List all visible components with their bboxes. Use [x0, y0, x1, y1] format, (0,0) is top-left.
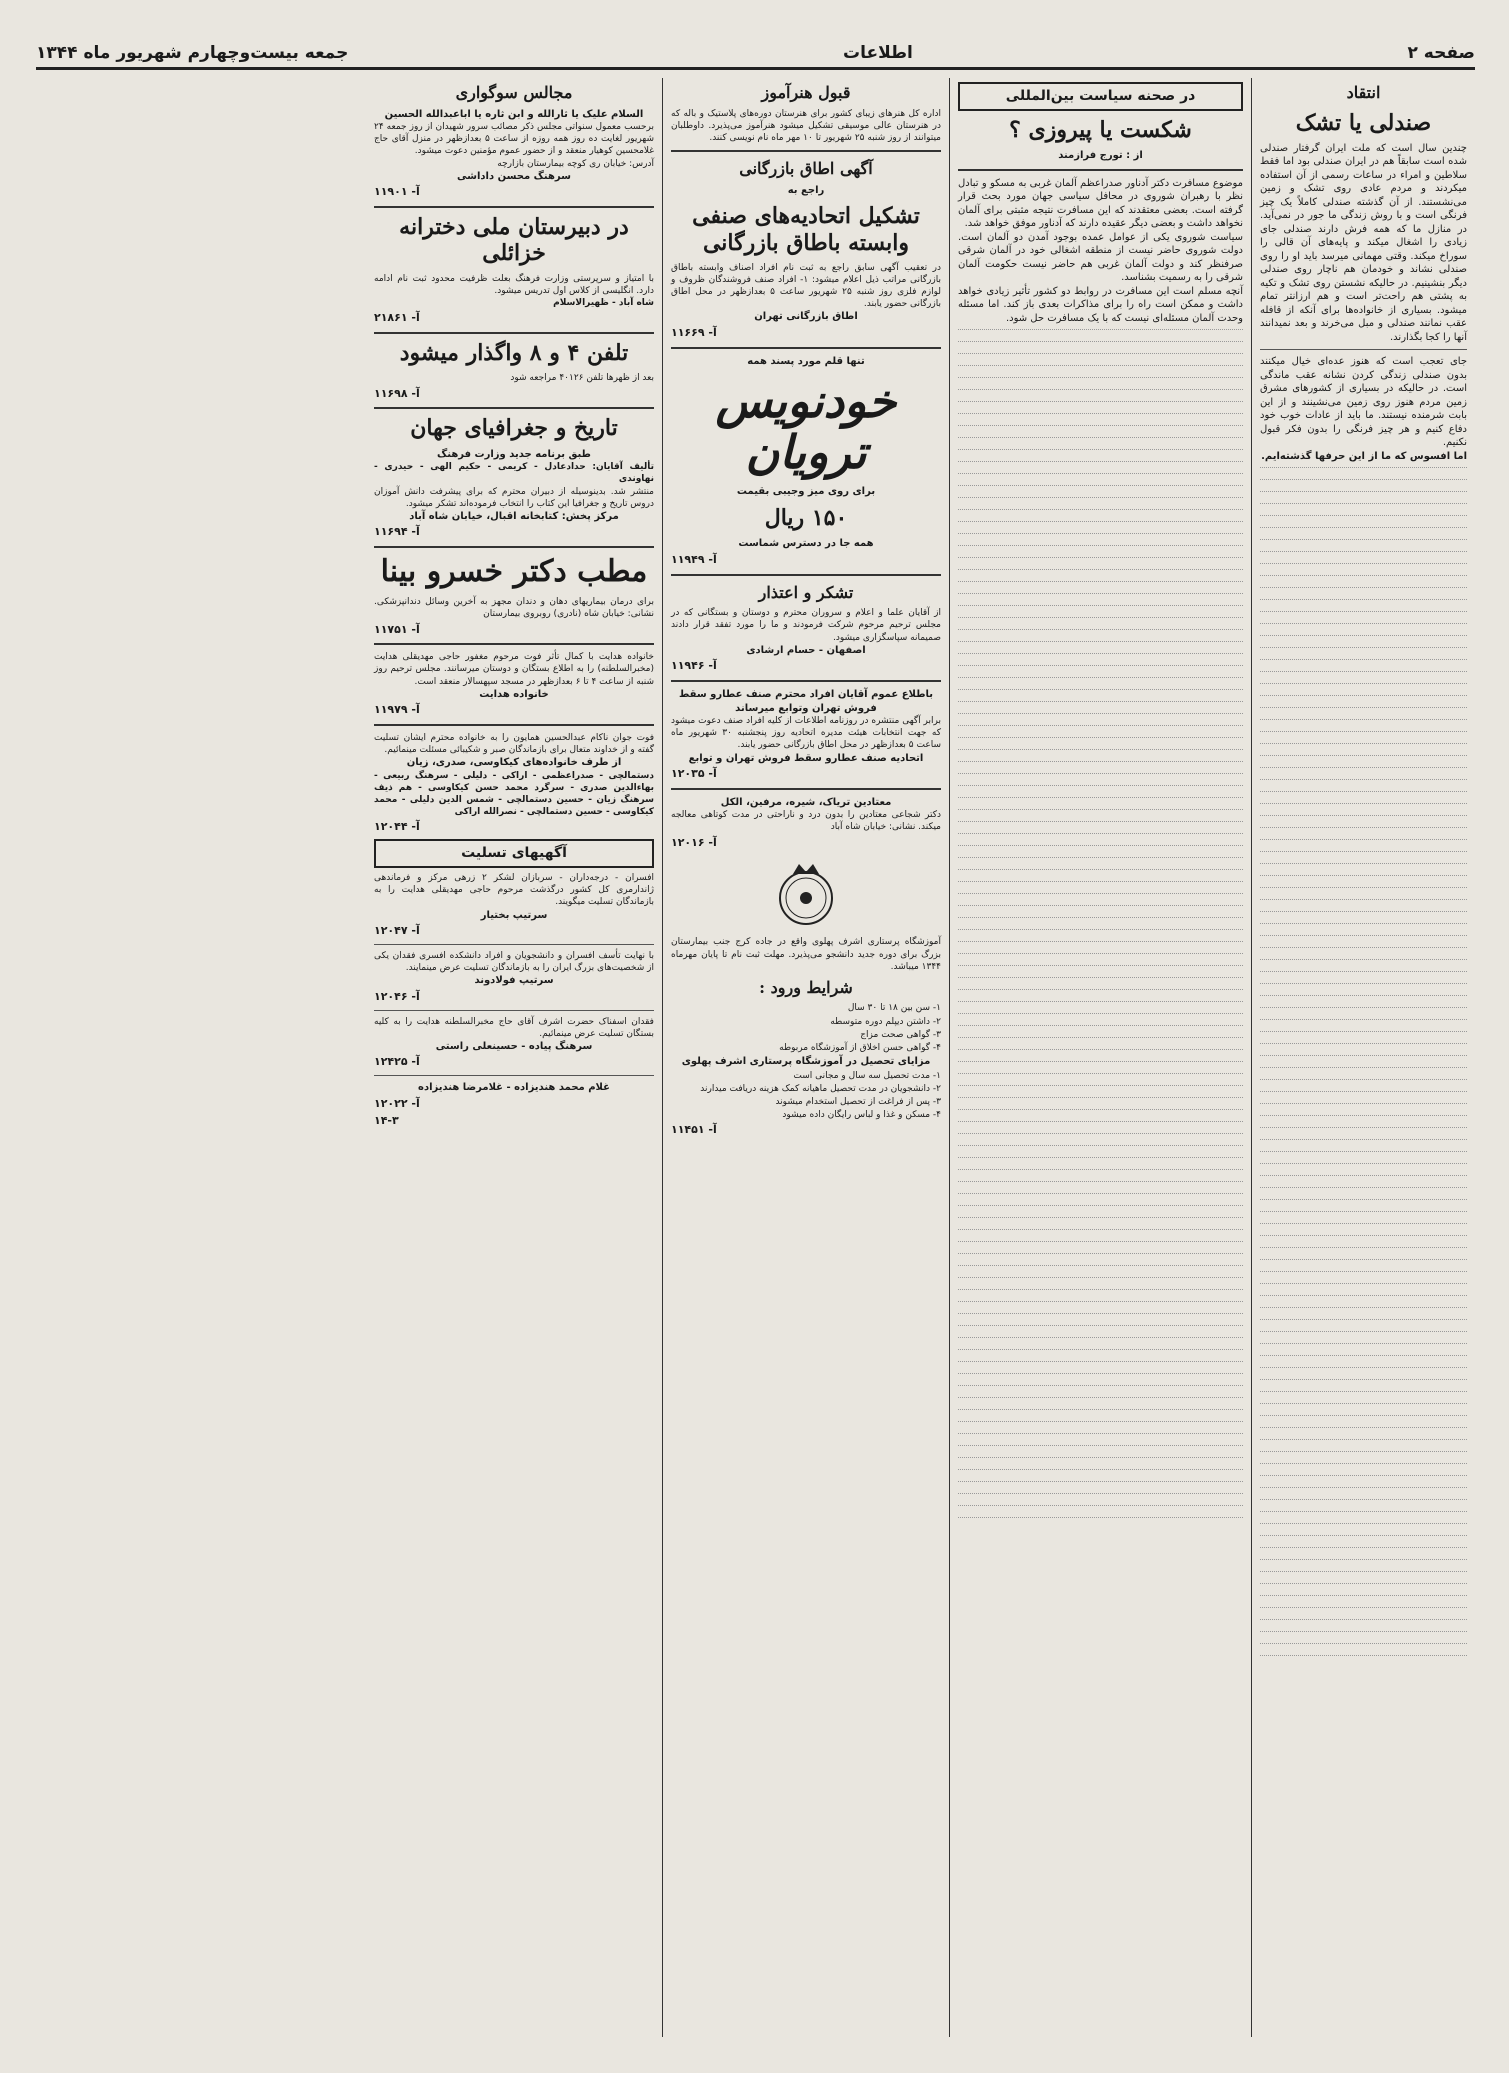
book-ad-title: تاریخ و جغرافیای جهان — [410, 415, 618, 442]
text-continuation — [1260, 467, 1467, 1663]
ad-code: آ- ۱۲۰۳۵ — [671, 767, 717, 780]
guild-body: برابر آگهی منتشره در روزنامه اطلاعات از کلیه افراد صنف دعوت میشود که جهت انتخابات هیئت مدیره اتحادیه روز پنجشنبه ۳۰ شهریور ماه ساعت ۵ بعدازظهر در محل اطاق بازرگانی حضور یابند. — [671, 716, 941, 751]
ad-code: آ- ۱۲۰۱۶ — [671, 835, 717, 849]
pen-ad-tail: همه جا در دسترس شماست — [738, 538, 874, 550]
masthead — [36, 42, 1475, 70]
divider — [374, 724, 654, 726]
names-body: دستمالچی - صدراعظمی - اراکی - دلیلی - سرهنگ ربیعی - بهاءالدین صدری - سرگرد محمد حسن کیکاوسی - هم ذیف سرهنگ زیان - حسین دستمالچی - شمس الدین دلیلی - محمد کیکاوسی - حسین دستمالچی - نصرالله اراکی — [374, 770, 654, 818]
school-ad-body: با امتیاز و سرپرستی وزارت فرهنگ بعلت ظرفیت محدود ثبت نام ادامه دارد. انگلیسی از کلاس اول تدریس میشود. — [374, 273, 654, 296]
mourn-quote: السلام علیک یا ثارالله و ابن ثاره یا اباعبدالله الحسین — [384, 108, 644, 120]
list-item: ۳- گواهی صحت مزاج — [860, 1029, 941, 1040]
divider — [374, 407, 654, 409]
ad-code: آ- ۱۱۹۴۶ — [671, 659, 717, 673]
divider — [671, 150, 941, 152]
divider — [374, 332, 654, 334]
mourn-address: آدرس: خیابان ری کوچه بیمارستان بازارچه — [497, 158, 654, 169]
clinic-ad-title: مطب دکتر خسرو بینا — [380, 554, 648, 590]
text-continuation — [958, 329, 1243, 1525]
column-critique — [1251, 78, 1475, 2037]
pen-ad-sub: برای روی میز وجیبی بقیمت — [736, 486, 876, 498]
last-notice-body: فقدان اسفناک حضرت اشرف آقای حاج مخبرالسلطنه هدایت را به کلیه بستگان تسلیت عرض مینمائیم. — [374, 1016, 654, 1039]
divider — [374, 944, 654, 945]
pen-ad-top: تنها قلم مورد پسند همه — [747, 355, 865, 367]
divider — [374, 206, 654, 208]
ad-title-chamber: آگهی اطاق بازرگانی — [739, 159, 873, 179]
article-body-2: جای تعجب است که هنوز عده‌ای خیال میکنند بدون صندلی زندگی کردن نشانه عقب ماندگی است. در حالیکه در بسیاری از کشورهای مشرق زمین مردم هنوز روی زمین می‌نشینند و از این بابت شرمنده نیستند. ما باید از عادات خوب خود دفاع کنیم و هر چیز فرنگی را بدون فکر قبول نکنیم. — [1260, 356, 1467, 449]
divider — [374, 1075, 654, 1076]
pen-ad-price: ۱۵۰ ریال — [764, 504, 848, 531]
crown-emblem-icon — [771, 858, 841, 928]
youth-notice-body: فوت جوان ناکام عبدالحسین همایون را به خانواده محترم ایشان تسلیت گفته و از خداوند متعال برای بازماندگان صبر و شکیبائی مسئلت مینمائیم. — [374, 733, 654, 756]
mourn-title: مجالس سوگواری — [455, 83, 573, 102]
column-ads-center — [662, 78, 949, 2037]
cure-title: معتادین تریاک، شیره، مرفین، الکل — [720, 796, 892, 808]
book-ad-body: منتشر شد. بدینوسیله از دبیران محترم که برای پیشرفت دانش آموزان دروس تاریخ و جغرافیا این کتاب را انتخاب فرموده‌اند تشکر میشود. — [374, 486, 654, 509]
thanks-body: از آقایان علما و اعلام و سروران محترم و دوستان و بستگانی که در مجلس ترحیم مرحوم شرکت فرمودند و ما را مورد تفقد قرار دادند صمیمانه سپاسگزاری میشود. — [671, 608, 941, 643]
guild-sign: اتحادیه صنف عطارو سقط فروش تهران و توابع — [688, 752, 924, 764]
family-notice-sign: خانواده هدایت — [479, 688, 549, 700]
section-label: انتقاد — [1346, 83, 1381, 102]
family-notice-body: خانواده هدایت با کمال تأثر فوت مرحوم مغفور حاجی مهدیقلی هدایت (مخبرالسلطنه) را به اطلاع بستگان و دوستان میرسانند. مجلس ترحیم روز شنبه از ساعت ۴ تا ۶ بعدازظهر در مسجد سپهسالار منعقد است. — [374, 652, 654, 687]
officers-sign: سرتیپ فولادوند — [474, 975, 554, 987]
page-code: ۱۴-۳ — [374, 1113, 399, 1127]
divider — [1260, 349, 1467, 350]
ad-code: آ- ۱۲۰۲۲ — [374, 1096, 420, 1110]
divider — [374, 1010, 654, 1011]
ad-title-art: قبول هنرآموز — [761, 83, 851, 102]
school-ad-title: در دبیرستان ملی دخترانه خزائلی — [399, 214, 629, 267]
ad-code: آ- ۱۱۴۵۱ — [671, 1123, 717, 1137]
article-title: شکست یا پیروزی ؟ — [1009, 116, 1192, 143]
article-signoff: اما افسوس که ما از این حرفها گذشته‌ایم. — [1261, 450, 1467, 462]
cure-body: دکتر شجاعی معتادین را بدون درد و ناراحتی در مدت کوتاهی معالجه میکند. نشانی: خیابان شاه آباد — [671, 810, 941, 833]
article-byline: از : تورج فرازمند — [1058, 150, 1143, 162]
ad-code: آ- ۱۲۰۴۶ — [374, 989, 420, 1003]
school-conditions — [671, 1002, 941, 1054]
divider — [958, 169, 1243, 171]
names-title: از طرف خانواده‌های کیکاوسی، صدری، زیان — [406, 757, 622, 769]
list-item: ۳- پس از فراغت از تحصیل استخدام میشوند — [775, 1096, 941, 1107]
condolence-title: آگهیهای تسلیت — [374, 839, 654, 868]
divider — [374, 546, 654, 548]
list-item: ۲- دانشجویان در مدت تحصیل ماهیانه کمک هزینه دریافت میدارند — [700, 1083, 941, 1094]
ad-code: آ- ۱۱۶۹۸ — [374, 386, 420, 400]
mourn-sign: سرهنگ محسن داداشی — [457, 170, 571, 182]
pen-ad-logo: خودنویس ترویان — [715, 374, 897, 479]
school-benefits — [671, 1070, 941, 1122]
phone-ad-body: بعد از ظهرها تلفن ۴۰۱۲۶ مراجعه شود — [510, 373, 654, 384]
ad-code: آ- ۱۱۹۰۱ — [374, 185, 420, 199]
ad-body-art: اداره کل هنرهای زیبای کشور برای هنرستان دوره‌های پلاستیک و باله که در هنرستان عالی موسیقی تشکیل میشود هنرآموز می‌پذیرد. داوطلبان میتوانند از روز شنبه ۲۵ شهریور تا ۱۰ مهر ماه نام نویسی کنند. — [671, 108, 941, 143]
article-body: چندین سال است که ملت ایران گرفتار صندلی شده است سابقاً هم در ایران صندلی بود اما فقط سلاطین و امراء در ساعات رسمی از آن استفاده میکردند و مردم عادی روی تشک و زمین می‌نشستند. از آن گذشته صندلی کاملاً یک چیز فرنگی است و با روش زندگی ما جور در نمی‌آید. در منازل ما که همه فرش دارند صندلی جای زیادی را اشغال میکند و پایه‌های آن قالی را سوراخ میکند. وقتی مهمانی میرسد باید او را روی صندلی نشاند و خودمان هم ناچار روی صندلی دیگر بنشینیم. در حالیکه نشستن روی تشک و تکیه به پشتی هم راحت‌تر است و هم ارزانتر تمام میشود. بسیاری از خانواده‌ها برای آنکه از قافله عقب نمانند صندلی و مبل می‌خرند و بعد نمیدانند آنها را کجا بگذارند. — [1260, 142, 1467, 343]
column-politics — [949, 78, 1251, 2037]
article-body: موضوع مسافرت دکتر آدناور صدراعظم آلمان غربی به مسکو و تبادل نظر با رهبران شوروی در محافل سیاسی جهان مورد بحث قرار گرفته است. بعضی معتقدند که این مسافرت نتیجه مثبتی برای آلمان نخواهد داشت و بعضی دیگر عقیده دارند که آدناور موفق خواهد شد. — [958, 177, 1243, 230]
ad-head-chamber: تشکیل اتحادیه‌های صنفی وابسته باطاق بازرگانی — [692, 203, 920, 256]
divider — [671, 574, 941, 576]
ad-code: آ- ۱۱۹۷۹ — [374, 703, 420, 717]
divider — [374, 643, 654, 645]
book-ad-sub: طبق برنامه جدید وزارت فرهنگ — [437, 448, 591, 460]
article-body-2: سیاست شوروی یکی از عوامل عمده بوجود آمدن دو آلمان است. دولت شوروی حاضر نیست از منطقه اشغالی خود در آلمان شرقی صرفنظر کند و دولت آلمان غربی هم حاضر نیست حکومت آلمان شرقی را به رسمیت بشناسد. — [958, 231, 1243, 284]
ad-code: آ- ۱۲۴۲۵ — [374, 1055, 420, 1069]
ad-body-chamber: در تعقیب آگهی سابق راجع به ثبت نام افراد اصناف وابسته باطاق بازرگانی مراتب ذیل اعلام میشود: ۱- افراد صنف فروشندگان ظروف و لوازم فلزی روز شنبه ۲۵ شهریور ساعت ۵ بعدازظهر در محل اطاق بازرگانی حضور یابند. — [671, 262, 942, 310]
ad-code: آ- ۱۲۰۴۴ — [374, 820, 420, 834]
guild-title: باطلاع عموم آقایان افراد محترم صنف عطارو سقط فروش تهران وتوابع میرساند — [678, 689, 934, 714]
school-conditions-title: شرایط ورود : — [759, 977, 853, 997]
article-kicker: در صحنه سیاست بین‌المللی — [958, 82, 1243, 111]
condolence-body: افسران - درجه‌داران - سربازان لشکر ۲ زرهی مرکز و فرماندهی ژاندارمری کل کشور درگذشت مرحوم حاجی مهدیقلی هدایت را به بازماندگان تسلیت میگویند. — [374, 873, 654, 908]
list-item: ۴- گواهی حسن اخلاق از آموزشگاه مربوطه — [779, 1042, 941, 1053]
officers-body: با نهایت تأسف افسران و دانشجویان و افراد دانشکده افسری فقدان یکی از شخصیت‌های بزرگ ایران را به بازماندگان تسلیت عرض مینمایند. — [374, 950, 654, 974]
school-ad-address: شاه آباد - ظهیرالاسلام — [553, 298, 654, 309]
final-sign: غلام محمد هندیزاده - غلامرضا هندیزاده — [418, 1082, 610, 1094]
thanks-sign: اصفهان - حسام ارشادی — [746, 644, 866, 656]
school-benefits-title: مزایای تحصیل در آموزشگاه پرستاری اشرف پهلوی — [681, 1056, 931, 1068]
article-title: صندلی یا تشک — [1295, 109, 1432, 136]
article-body-3: آنچه مسلم است این مسافرت در روابط دو کشور تأثیر زیادی خواهد داشت و ممکن است راه را برای مذاکرات بعدی باز کند. اما مسئله وحدت آلمان مسئله‌ای نیست که با یک مسافرت حل شود. — [958, 285, 1243, 324]
phone-ad-title: تلفن ۴ و ۸ واگذار میشود — [399, 340, 629, 367]
list-item: ۲- داشتن دیپلم دوره متوسطه — [830, 1016, 941, 1027]
issue-date: جمعه بیست‌وچهارم شهریور ماه ۱۳۴۴ — [36, 43, 349, 63]
column-notices — [366, 78, 662, 2037]
divider — [671, 788, 941, 790]
ad-sign-chamber: اطاق بازرگانی تهران — [754, 311, 858, 323]
mourn-body: برحسب معمول سنواتی مجلس ذکر مصائب سرور شهیدان از روز جمعه ۲۴ شهریور لغایت ده روز همه روزه از ساعت ۵ بعدازظهر در منزل آقای حاج غلامحسین کوهیار منعقد و از حضور عموم مؤمنین دعوت میشود. — [374, 122, 654, 157]
thanks-title: تشکر و اعتذار — [758, 582, 854, 602]
columns — [36, 78, 1475, 2037]
paper-name: اطلاعات — [842, 43, 913, 63]
page-number: صفحه ۲ — [1407, 43, 1475, 63]
ad-code: آ- ۱۱۶۹۴ — [374, 525, 420, 539]
ad-code: آ- ۱۱۹۴۹ — [671, 552, 717, 566]
condolence-sign: سرتیپ بختیار — [480, 909, 548, 921]
ad-code: آ- ۲۱۸۶۱ — [374, 311, 420, 325]
book-ad-dist: مرکز پخش: کتابخانه اقبال، خیابان شاه آباد — [409, 510, 619, 522]
ad-code: آ- ۱۱۶۶۹ — [671, 325, 717, 339]
book-ad-authors: تألیف آقایان: حدادعادل - کریمی - حکیم الهی - حیدری - نهاوندی — [374, 462, 654, 485]
ad-code: آ- ۱۲۰۴۷ — [374, 924, 420, 938]
divider — [671, 347, 941, 349]
ad-code: آ- ۱۱۷۵۱ — [374, 622, 420, 636]
list-item: ۱- مدت تحصیل سه سال و مجانی است — [793, 1070, 941, 1081]
divider — [671, 680, 941, 682]
last-notice-sign: سرهنگ پیاده - حسینعلی راستی — [435, 1040, 593, 1052]
list-item: ۴- مسکن و غذا و لباس رایگان داده میشود — [782, 1109, 941, 1120]
school-body: آموزشگاه پرستاری اشرف پهلوی واقع در جاده کرج جنب بیمارستان بزرگ برای دوره جدید دانشجو می‌پذیرد. مهلت ثبت نام تا پایان مهرماه ۱۳۴۴ میباشد. — [671, 937, 941, 972]
clinic-ad-body: برای درمان بیماریهای دهان و دندان مجهز به آخرین وسائل دندانپزشکی. نشانی: خیابان شاه (نادری) روبروی بیمارستان — [374, 597, 654, 620]
list-item: ۱- سن بین ۱۸ تا ۳۰ سال — [847, 1003, 941, 1014]
ad-sub-chamber: راجع به — [787, 184, 825, 196]
